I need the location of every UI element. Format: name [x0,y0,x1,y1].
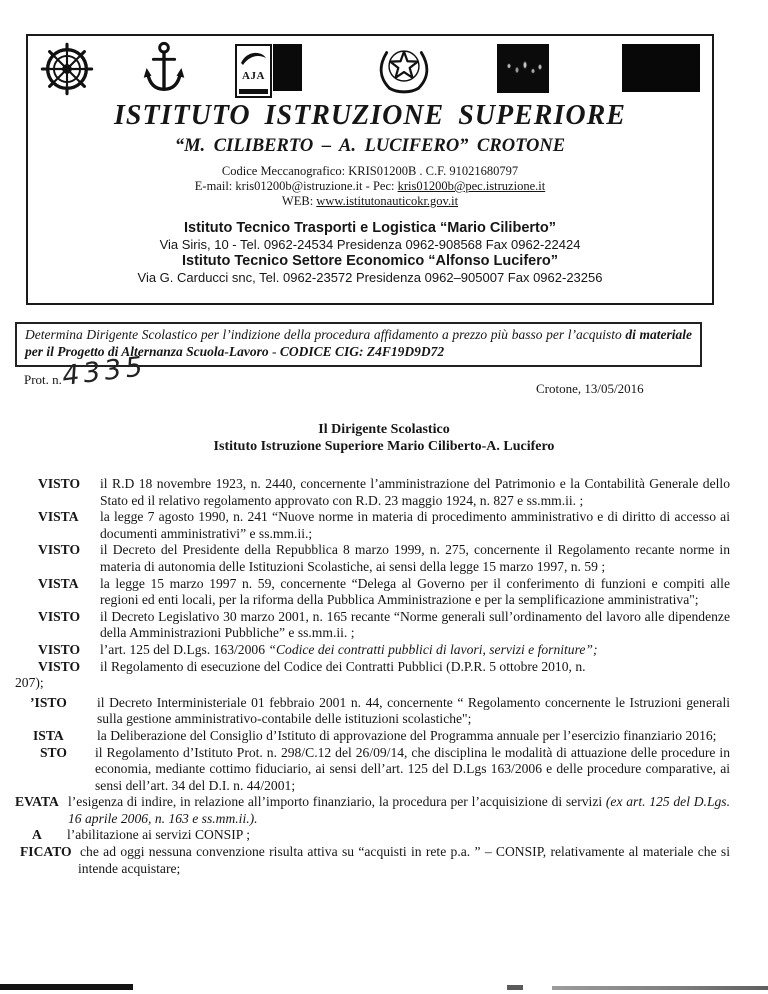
item-label: VISTO [38,658,81,674]
email-value: kris01200b@istruzione.it [235,179,363,193]
visto-item [0,642,730,659]
item-text: il Decreto del Presidente della Repubblica 8 marzo 1999, n. 275, concernente il Regolamento recante norme in materia di autonomia delle Istituzioni Scolastiche, ai sensi della legge 15 marzo 1997, n. 59 ; [100,542,730,574]
web-label: WEB: [281,194,317,208]
subject-text: Determina Dirigente Scolastico per l’indizione della procedura affidamento a prezzo più basso per l’acquisto [25,327,626,342]
item-label: VISTA [38,575,79,591]
pec-label: - Pec: [362,179,398,193]
web-line [28,194,712,209]
item-text-italic: “Codice dei contratti pubblici di lavori, servizi e forniture”; [268,641,598,657]
item-text: il R.D 18 novembre 1923, n. 2440, concernente l’amministrazione del Patrimonio e la Contabilità Generale dello Stato ed il relativo regolamento approvato con R.D. 23 maggio 1924, n. 827 e ss.mm.ii. ; [100,476,730,508]
item-text: l’esigenza di indire, in relazione all’importo finanziario, la procedura per l’acquisizione di servizi [68,794,606,810]
item-label: STO [40,744,67,760]
school1-address: Via Siris, 10 - Tel. 0962-24534 Presidenza 0962-908568 Fax 0962-22424 [159,237,581,252]
item-label: VISTO [38,542,81,558]
subject-bold-material: di materiale per il Progetto di Alternanza Scuola-Lavoro [25,327,692,359]
dark-logo-panel [497,44,549,93]
document-body [0,476,730,877]
italy-emblem-icon [377,41,431,95]
meccanografico-line: Codice Meccanografico: KRIS01200B . C.F. 91021680797 [221,164,519,178]
item-label: ’ISTO [30,694,67,710]
institute-subtitle: “M. CILIBERTO – A. LUCIFERO” CROTONE [174,136,566,156]
visto-item [0,609,730,642]
aja-swoosh-icon [237,47,270,69]
heading-line1: Il Dirigente Scolastico [318,422,450,437]
school1-name: Istituto Tecnico Trasporti e Logistica “Mario Ciliberto” [184,220,556,236]
item-label: VISTA [38,509,79,525]
email-line [28,179,712,194]
item-text: l’art. 125 del D.Lgs. 163/2006 [100,641,269,657]
aja-registrars-logo [235,44,272,98]
dateline: Crotone, 13/05/2016 [536,381,644,396]
school2-address: Via G. Carducci snc, Tel. 0962-23572 Presidenza 0962–905007 Fax 0962-23256 [137,270,603,285]
visto-item [0,576,730,609]
verificato-item [0,844,730,877]
item-text: il Regolamento d’Istituto Prot. n. 298/C.12 del 26/09/14, che disciplina le modalità di attuazione delle procedure in economia, mediante cottimo fiduciario, ai sensi dell’art. 125 del D.Lgs 163/2006 e delle procedure comparative, ai sensi dell’art. 34 del D.I. n. 44/2001; [95,744,730,793]
school2-name: Istituto Tecnico Settore Economico “Alfonso Lucifero” [182,253,558,269]
aja-bottom-bar [239,89,268,94]
anchor-icon [140,40,188,98]
visto-item [0,476,730,509]
item-text: l’abilitazione ai servizi CONSIP ; [67,827,250,843]
handwritten-protocol-number: 4335 [60,350,149,393]
heading-line2: Istituto Istruzione Superiore Mario Ciliberto-A. Lucifero [213,438,555,454]
item-label: VISTO [38,476,81,491]
item-continuation: 207); [15,675,44,691]
item-label: VISTO [38,641,81,657]
subject-cig-code: CODICE CIG: Z4F19D9D72 [279,343,445,359]
aja-text: AJA [242,70,265,82]
item-label: ISTA [33,727,64,743]
scan-artifact-bar-right [552,986,768,990]
visto-item [0,695,730,728]
pec-link: kris01200b@pec.istruzione.it [397,179,546,193]
scan-artifact-dash [507,985,523,990]
email-label: E-mail: [194,179,236,193]
visto-item [0,659,730,692]
visto-item [0,745,730,795]
item-text: il Regolamento di esecuzione del Codice dei Contratti Pubblici (D.P.R. 5 ottobre 2010, n. [100,658,586,674]
ship-wheel-icon [36,40,98,98]
document-heading [0,422,768,455]
item-text: che ad oggi nessuna convenzione risulta attiva su “acquisti in rete p.a. ” – CONSIP, relativamente al materiale che si intende acquistare; [78,844,730,876]
item-label: A [32,827,42,843]
item-label: VISTO [38,608,81,624]
rilevata-item [0,794,730,827]
item-text-italic: (ex art. 125 del D.Lgs. 16 aprile 2006, n. 163 e ss.mm.ii.). [68,794,730,826]
protocol-label: Prot. n. [24,372,62,387]
letterhead-box [26,34,714,305]
visto-item [0,542,730,575]
item-label: EVATA [15,794,59,810]
item-text: il Decreto Interministeriale 01 febbraio 2001 n. 44, concernente “ Regolamento concernente le Istruzioni generali sulla gestione amministrativo-contabile delle istituzioni scolastiche"; [97,694,730,727]
vista-item [0,728,730,745]
item-text: il Decreto Legislativo 30 marzo 2001, n. 165 recante “Norme generali sull’ordinamento del lavoro alle dipendenze della Amministrazioni Pubbliche” e ss.mm.ii. ; [100,608,730,641]
vista-item [0,827,730,844]
subject-separator: - [268,343,280,359]
item-label: FICATO [20,844,72,860]
item-text: la Deliberazione del Consiglio d’Istituto di approvazione del Programma annuale per l’esercizio finanziario 2016; [97,727,717,743]
web-link: www.istitutonauticokr.gov.it [316,194,459,208]
black-logo-panel [622,44,700,92]
visto-item [0,509,730,542]
protocol-line [24,350,149,393]
item-text: la legge 7 agosto 1990, n. 241 “Nuove norme in materia di procedimento amministrativo e di diritto di accesso ai documenti amministrativi” e ss.mm.ii.; [100,509,730,541]
aja-dark-panel [273,44,302,91]
scan-artifact-bar-left [0,984,133,990]
institute-title: ISTITUTO ISTRUZIONE SUPERIORE [114,100,626,131]
item-text: la legge 15 marzo 1997 n. 59, concernente “Delega al Governo per il conferimento di funzioni e compiti alle regioni ed enti locali, per la riforma della Pubblica Amministrazione e per la semplificazione amministrativa"; [100,575,730,608]
